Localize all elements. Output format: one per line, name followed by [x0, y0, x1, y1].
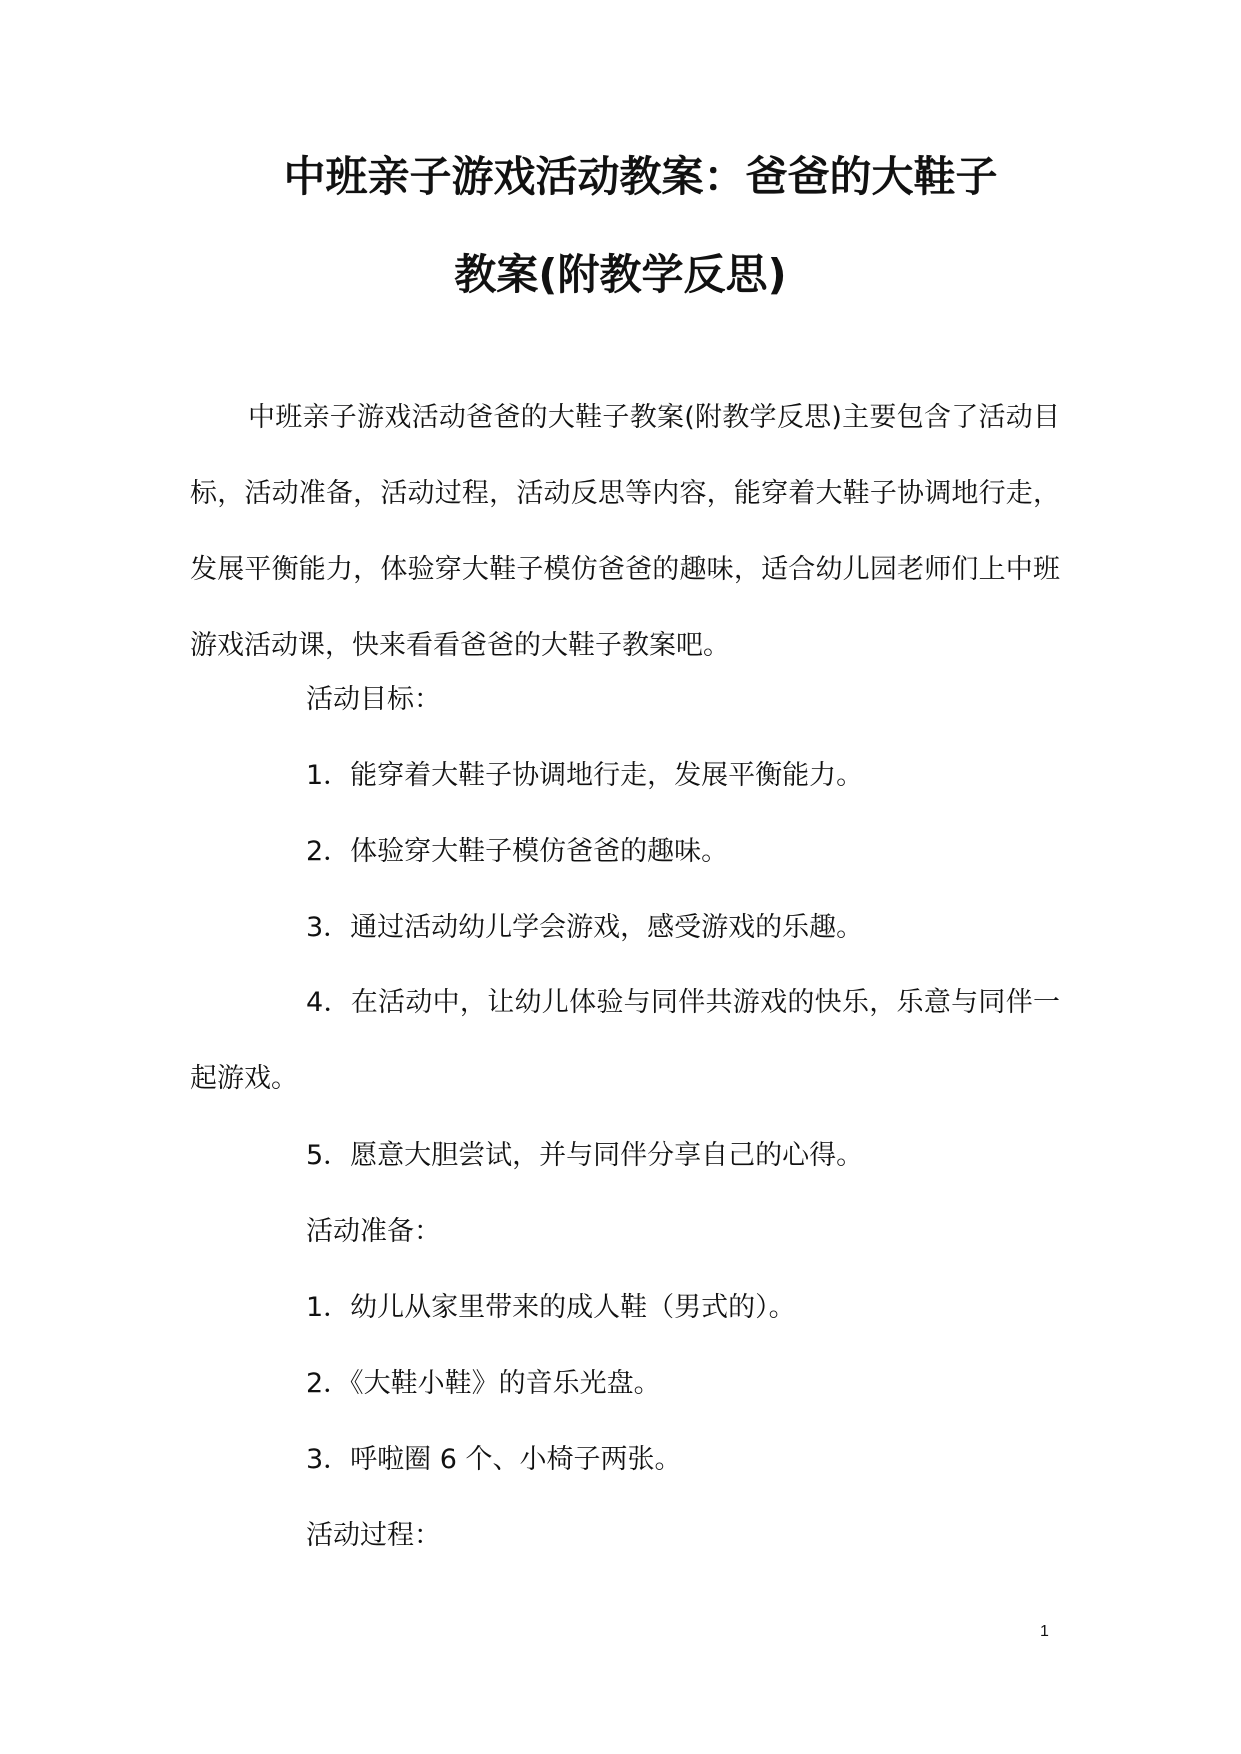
- process-heading: 活动过程：: [306, 1520, 441, 1551]
- prep-item: 1．幼儿从家里带来的成人鞋（男式的）。: [306, 1292, 796, 1323]
- prep-heading: 活动准备：: [306, 1216, 441, 1247]
- goal-item: 4．在活动中，让幼儿体验与同伴共游戏的快乐，乐意与同伴一起游戏。: [190, 987, 1060, 1094]
- prep-item: 3．呼啦圈 6 个、小椅子两张。: [306, 1444, 682, 1475]
- goals-heading: 活动目标：: [306, 684, 441, 715]
- goal-item: 3．通过活动幼儿学会游戏，感受游戏的乐趣。: [306, 912, 864, 943]
- document-title-line-2: 教案(附教学反思): [454, 250, 787, 299]
- document-title-line-1: 中班亲子游戏活动教案：爸爸的大鞋子: [283, 152, 998, 201]
- prep-item: 2．《大鞋小鞋》的音乐光盘。: [306, 1368, 661, 1399]
- goal-item: 2．体验穿大鞋子模仿爸爸的趣味。: [306, 836, 729, 867]
- goal-item: 1．能穿着大鞋子协调地行走，发展平衡能力。: [306, 760, 864, 791]
- intro-paragraph: 中班亲子游戏活动爸爸的大鞋子教案(附教学反思)主要包含了活动目标，活动准备，活动过程，活动反思等内容，能穿着大鞋子协调地行走，发展平衡能力，体验穿大鞋子模仿爸爸的趣味，适合幼儿园老师们上中班游戏活动课，快来看看爸爸的大鞋子教案吧。: [190, 402, 1060, 661]
- goal-item: 5．愿意大胆尝试，并与同伴分享自己的心得。: [306, 1140, 864, 1171]
- page-number: 1: [1040, 1623, 1049, 1640]
